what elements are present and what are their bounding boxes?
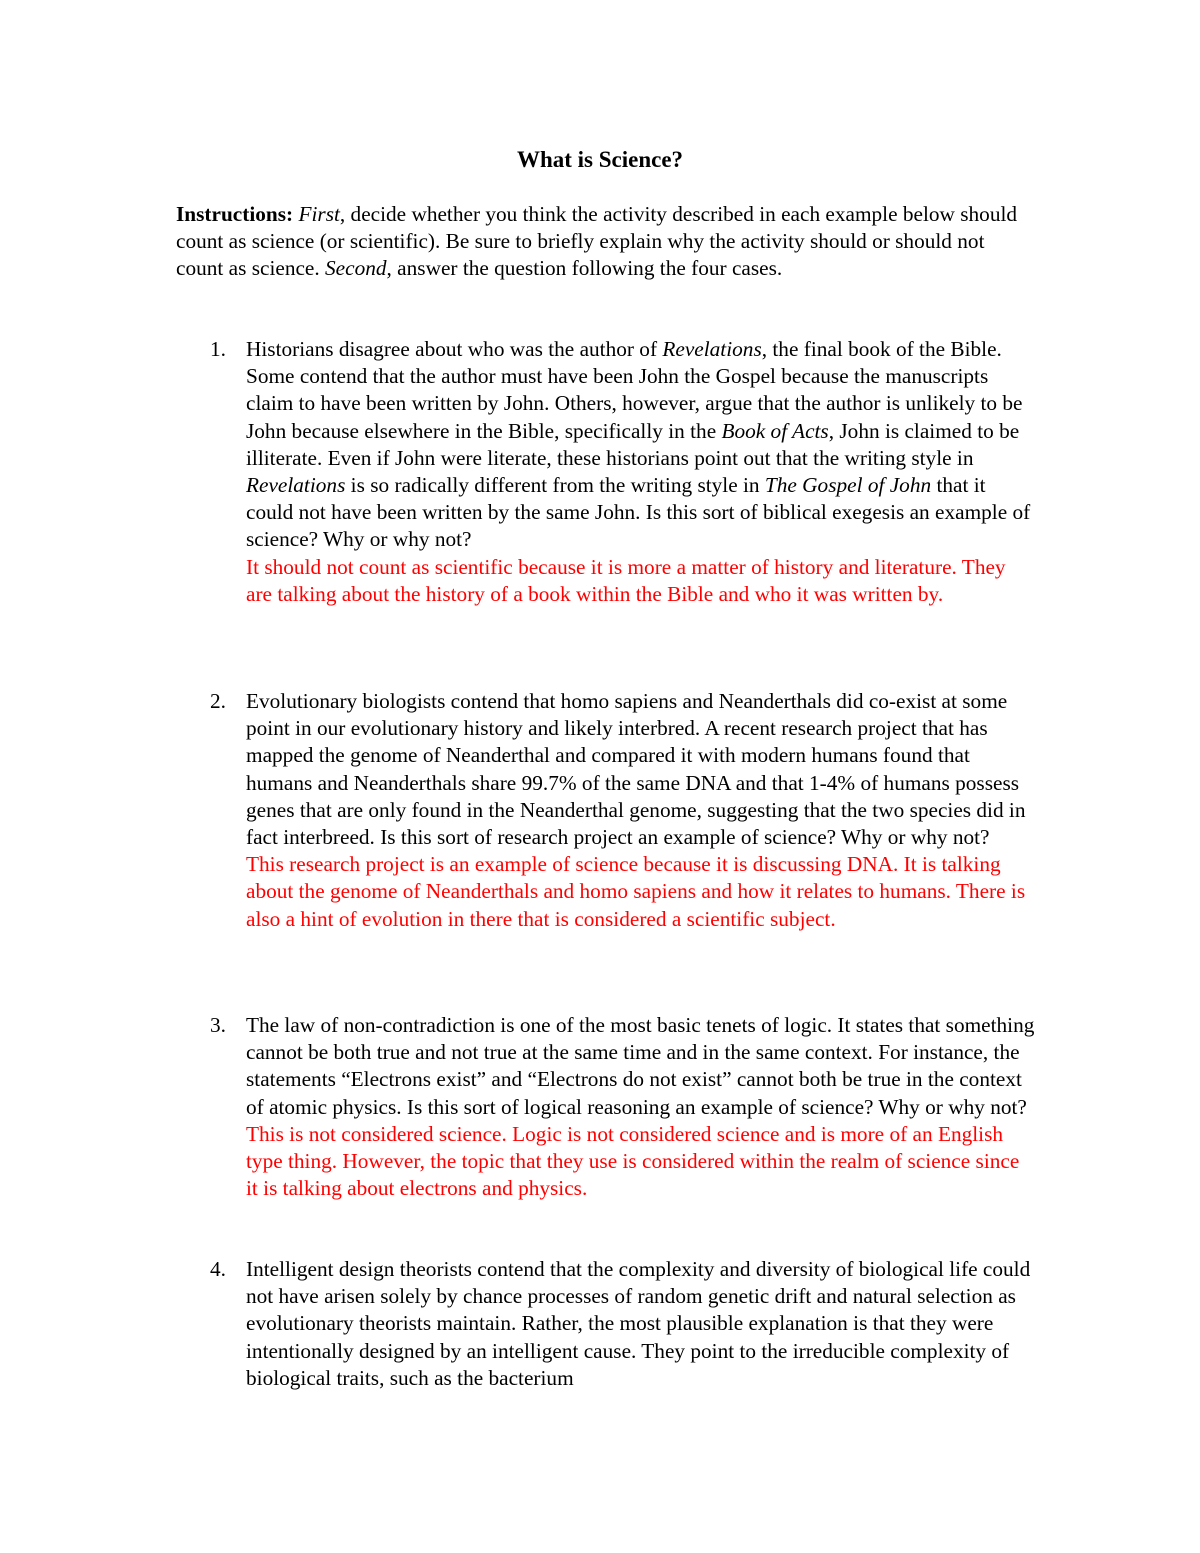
item-answer: This is not considered science. Logic is not considered science and is more of an English type thing. However, the topic that they use is considered within the realm of science since it is talking about electrons and physics.	[246, 1121, 1020, 1201]
question-text: is so radically different from the writing style in	[345, 473, 765, 498]
instructions-label: Instructions:	[176, 202, 294, 226]
instructions-second: Second	[325, 256, 387, 281]
instructions-first: First	[298, 202, 340, 226]
instructions-paragraph	[176, 201, 1028, 283]
instructions-text-2: , answer the question following the four cases.	[386, 256, 783, 281]
item-number: 3.	[210, 1013, 226, 1037]
question-italic: Revelations	[246, 473, 346, 498]
list-item	[210, 336, 1036, 608]
item-question	[246, 336, 1036, 554]
item-number: 2.	[210, 689, 226, 713]
list-item	[210, 1256, 1036, 1392]
question-italic: The Gospel of John	[764, 473, 932, 498]
list-item	[210, 688, 1036, 933]
page-title: What is Science?	[516, 147, 684, 172]
question-italic: Book of Acts	[721, 418, 829, 443]
item-number: 4.	[210, 1257, 226, 1281]
item-answer: It should not count as scientific because it is more a matter of history and literature. They are talking about the history of a book within the Bible and who it was written by.	[246, 554, 1006, 606]
question-text: that it could not have been written by the same John. Is this sort of biblical exegesis an example of science? Why or why not?	[246, 473, 1031, 552]
item-number: 1.	[210, 337, 226, 361]
question-italic: Revelations	[662, 337, 762, 361]
question-text: , John is claimed to be illiterate. Even if John were literate, these historians point out that the writing style in	[246, 418, 1020, 470]
instructions-text-1: , decide whether you think the activity described in each example below should count as science (or scientific). Be sure to briefly explain why the activity should or should not count as science.	[176, 202, 1018, 281]
item-answer: This research project is an example of science because it is discussing DNA. It is talking about the genome of Neanderthals and homo sapiens and how it relates to humans. There is also a hint of evolution in there that is considered a scientific subject.	[246, 852, 1026, 931]
item-question: Intelligent design theorists contend that the complexity and diversity of biological life could not have arisen solely by chance processes of random genetic drift and natural selection as evolutionary theorists maintain. Rather, the most plausible explanation is that they were intentionally designed by an intelligent cause. They point to the irreducible complexity of biological traits, such as the bacterium	[246, 1257, 1031, 1390]
list-item	[210, 1012, 1036, 1202]
item-question: Evolutionary biologists contend that homo sapiens and Neanderthals did co-exist at some point in our evolutionary history and likely interbred. A recent research project that has mapped the genome of Neanderthal and compared it with modern humans found that humans and Neanderthals share 99.7% of the same DNA and that 1-4% of humans possess genes that are only found in the Neanderthal genome, suggesting that the two species did in fact interbreed. Is this sort of research project an example of science? Why or why not?	[246, 689, 1026, 850]
question-text: Historians disagree about who was the author of	[246, 337, 663, 361]
question-text: , the final book of the Bible. Some contend that the author must have been John the Gospel because the manuscripts claim to have been written by John. Others, however, argue that the author is unlikely to be John because elsewhere in the Bible, specifically in the	[246, 337, 1023, 443]
item-question: The law of non-contradiction is one of the most basic tenets of logic. It states that something cannot be both true and not true at the same time and in the same context. For instance, the statements “Electrons exist” and “Electrons do not exist” cannot both be true in the context of atomic physics. Is this sort of logical reasoning an example of science? Why or why not?	[246, 1013, 1035, 1119]
